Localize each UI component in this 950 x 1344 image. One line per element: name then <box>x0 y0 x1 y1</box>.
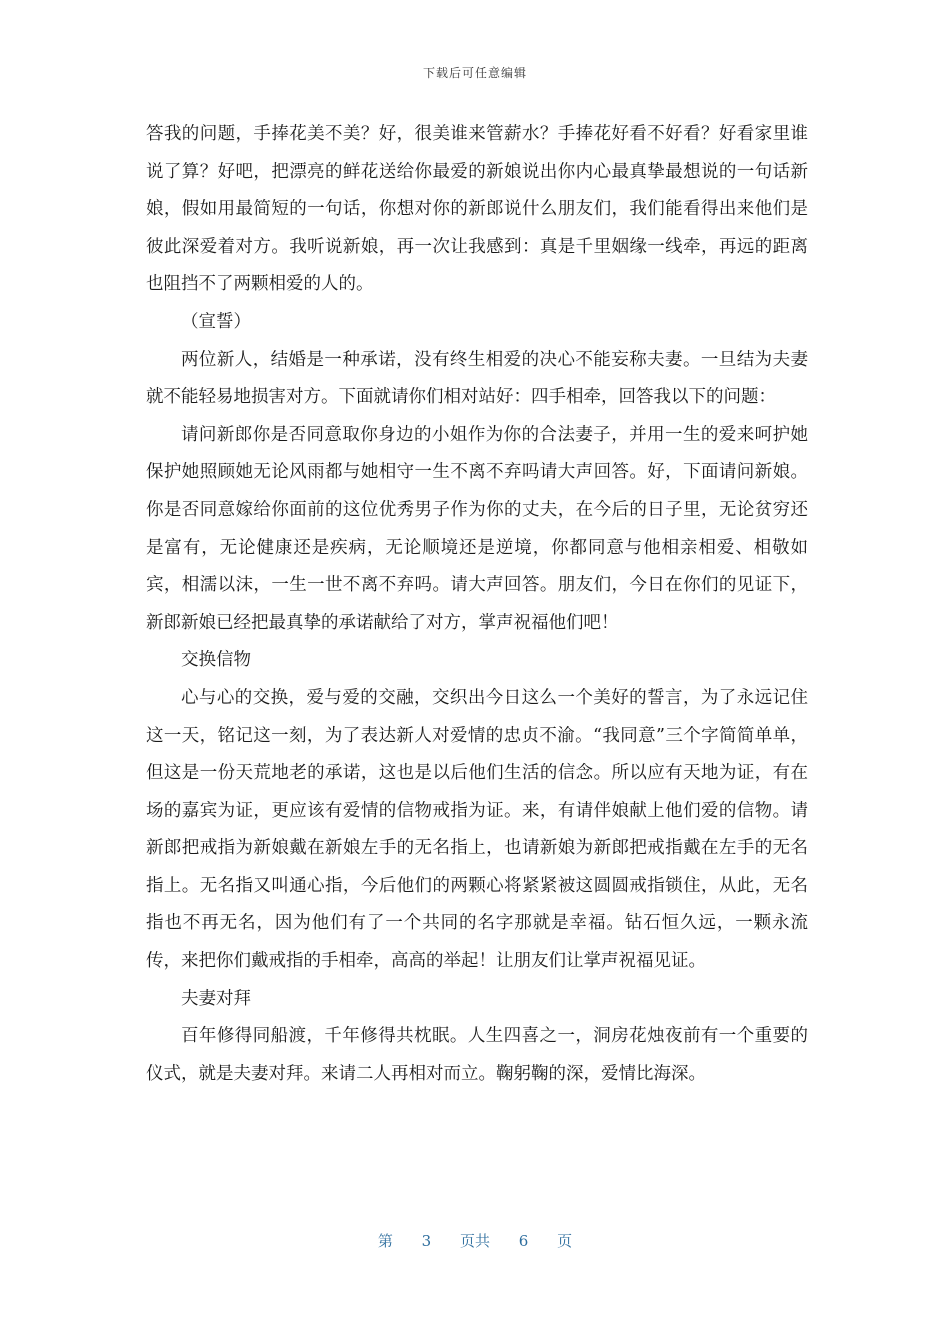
section-heading-ring-exchange: 交换信物 <box>181 650 251 671</box>
paragraph-oath-questions: 请问新郎你是否同意取你身边的小姐作为你的合法妻子，并用一生的爱来呵护她保护她照顾她无论风雨都与她相守一生不离不弃吗请大声回答。好，下面请问新娘。你是否同意嫁给你面前的这位优秀男子作为你的丈夫，在今后的日子里，无论贫穷还是富有，无论健康还是疾病，无论顺境还是逆境，你都同意与他相亲相爱、相敬如宾，相濡以沫，一生一世不离不弃吗。请大声回答。朋友们，今日在你们的见证下，新郎新娘已经把最真挚的承诺献给了对方，掌声祝福他们吧！ <box>146 424 808 633</box>
paragraph-ring-exchange: 心与心的交换，爱与爱的交融，交织出今日这么一个美好的誓言，为了永远记住这一天，铭记这一刻，为了表达新人对爱情的忠贞不渝。“我同意”三个字简简单单，但这是一份天荒地老的承诺，这也是以后他们生活的信念。所以应有天地为证，有在场的嘉宾为证，更应该有爱情的信物戒指为证。来，有请伴娘献上他们爱的信物。请新郎把戒指为新娘戴在新娘左手的无名指上，也请新娘为新郎把戒指戴在左手的无名指上。无名指又叫通心指，今后他们的两颗心将紧紧被这圆圆戒指锁住，从此，无名指也不再无名，因为他们有了一个共同的名字那就是幸福。钻石恒久远，一颗永流传，来把你们戴戒指的手相牵，高高的举起！让朋友们让掌声祝福见证。 <box>146 687 808 972</box>
section-heading-bow: 夫妻对拜 <box>181 988 251 1009</box>
page-footer <box>0 1230 950 1251</box>
current-page-number: 3 <box>421 1232 432 1250</box>
paragraph-vows-answers: 答我的问题，手捧花美不美？好，很美谁来管薪水？手捧花好看不好看？好看家里谁说了算？好吧，把漂亮的鲜花送给你最爱的新娘说出你内心最真挚最想说的一句话新娘，假如用最简短的一句话，你想对你的新郎说什么朋友们，我们能看得出来他们是彼此深爱着对方。我听说新娘，再一次让我感到：真是千里姻缘一线牵，再远的距离也阻挡不了两颗相爱的人的。 <box>146 124 808 295</box>
total-page-count: 6 <box>518 1232 529 1250</box>
section-heading-oath: （宣誓） <box>181 311 251 332</box>
footer-suffix: 页 <box>557 1232 573 1250</box>
paragraph-oath-intro: 两位新人，结婚是一种承诺，没有终生相爱的决心不能妄称夫妻。一旦结为夫妻就不能轻易地损害对方。下面就请你们相对站好：四手相牵，回答我以下的问题： <box>146 349 808 408</box>
footer-prefix: 第 <box>377 1232 393 1250</box>
page-header: 下载后可任意编辑 <box>422 66 527 80</box>
document-body <box>146 116 808 1093</box>
footer-middle: 页共 <box>459 1232 490 1250</box>
paragraph-bow: 百年修得同船渡，千年修得共枕眠。人生四喜之一，洞房花烛夜前有一个重要的仪式，就是夫妻对拜。来请二人再相对而立。鞠躬鞠的深，爱情比海深。 <box>146 1026 808 1084</box>
